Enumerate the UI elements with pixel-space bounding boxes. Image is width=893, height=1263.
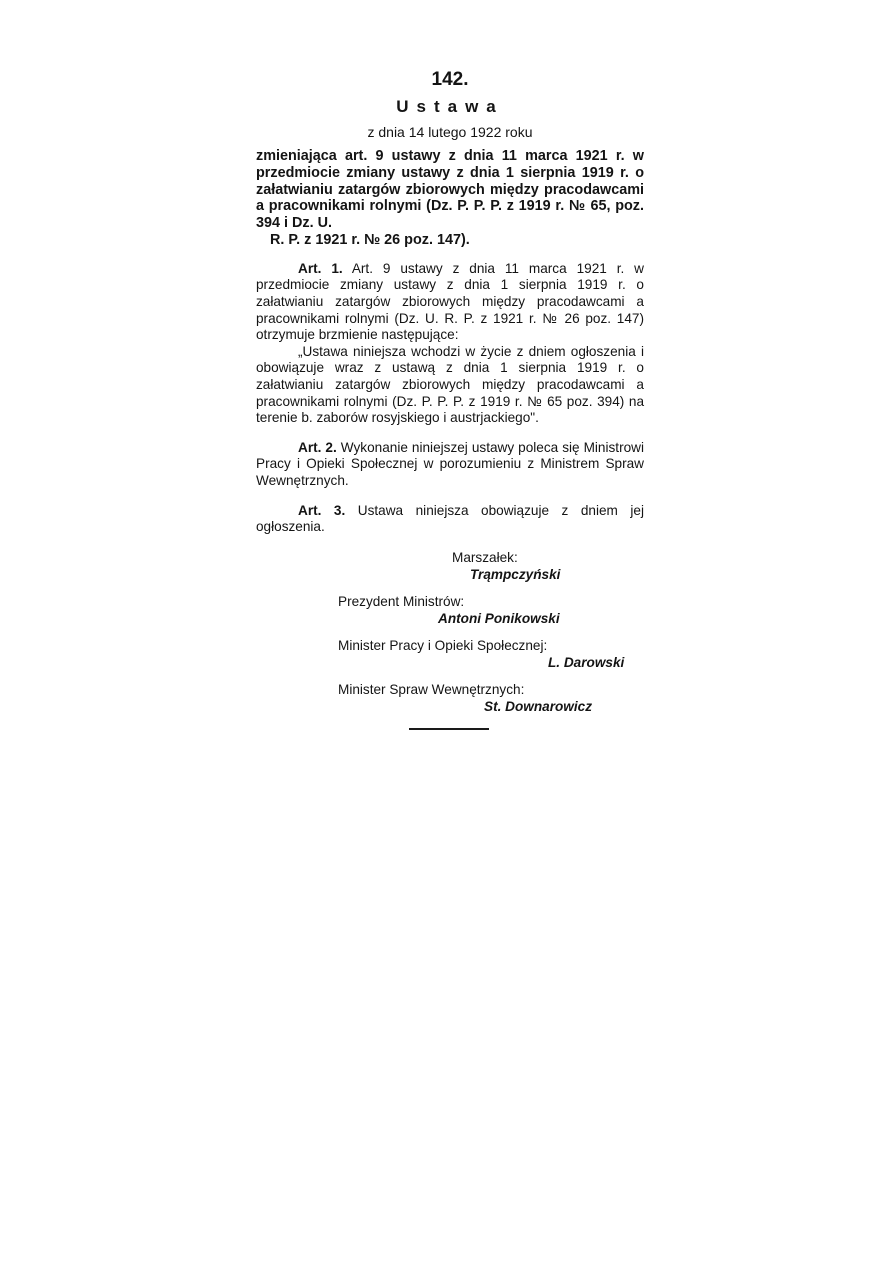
article-1-text: Art. 9 ustawy z dnia 11 marca 1921 r. w przedmiocie zmiany ustawy z dnia 1 sierpnia 1919 r. o załatwianiu zatargów zbiorowych między pracodawcami a pracownikami rolnymi (Dz. U. R. P. z 1921 r. № 26 poz. 147) otrzymuje brzmienie następujące: [256,260,644,343]
article-2 [256,440,644,490]
act-subject-last: R. P. z 1921 r. № 26 poz. 147). [270,231,470,248]
signature-labour-minister [256,637,644,671]
signature-name: Trąmpczyński [470,566,561,582]
article-2-text: Wykonanie niniejszej ustawy poleca się Ministrowi Pracy i Opieki Społecznej w porozumieniu z Ministrem Spraw Wewnętrznych. [256,439,645,488]
signature-interior-minister [256,681,644,715]
act-subject [256,148,644,249]
article-3-label: Art. 3. [298,502,346,518]
closing-rule [409,728,489,730]
article-1-quote: „Ustawa niniejsza wchodzi w życie z dniem ogłoszenia i obowiązuje wraz z ustawą z dnia 1 sierpnia 1919 r. o załatwianiu zatargów zbiorowych między pracodawcami a pracownikami rolnymi (Dz. P. P. P. z 1919 r. № 65 poz. 394) na terenie b. zaborów rosyjskiego i austrjackiego". [256,343,644,426]
signature-marshal [256,549,644,583]
signature-name: St. Downarowicz [484,698,593,714]
signature-role: Prezydent Ministrów: [338,593,465,609]
signature-name: Antoni Ponikowski [438,610,560,626]
act-number: 142. [431,69,469,90]
signature-prime-minister [256,593,644,627]
signature-role: Minister Spraw Wewnętrznych: [338,681,525,697]
article-1-label: Art. 1. [298,260,343,276]
document-page [256,68,644,725]
article-3-text: Ustawa niniejsza obowiązuje z dniem jej ogłoszenia. [256,502,644,535]
article-2-label: Art. 2. [298,439,337,455]
act-subject-main: zmieniająca art. 9 ustawy z dnia 11 marca 1921 r. w przedmiocie zmiany ustawy z dnia 1 sierpnia 1919 r. o załatwianiu zatargów zbiorowych między pracodawcami a pracownikami rolnymi (Dz. P. P. P. z 1919 r. № 65, poz. 394 i Dz. U. [256,148,644,232]
act-title: Ustawa [396,97,504,116]
article-1 [256,261,644,427]
signature-role: Marszałek: [452,549,518,565]
article-3 [256,503,644,536]
signature-name: L. Darowski [548,654,625,670]
signature-role: Minister Pracy i Opieki Społecznej: [338,637,548,653]
signatures [256,549,644,715]
act-date: z dnia 14 lutego 1922 roku [367,124,533,140]
